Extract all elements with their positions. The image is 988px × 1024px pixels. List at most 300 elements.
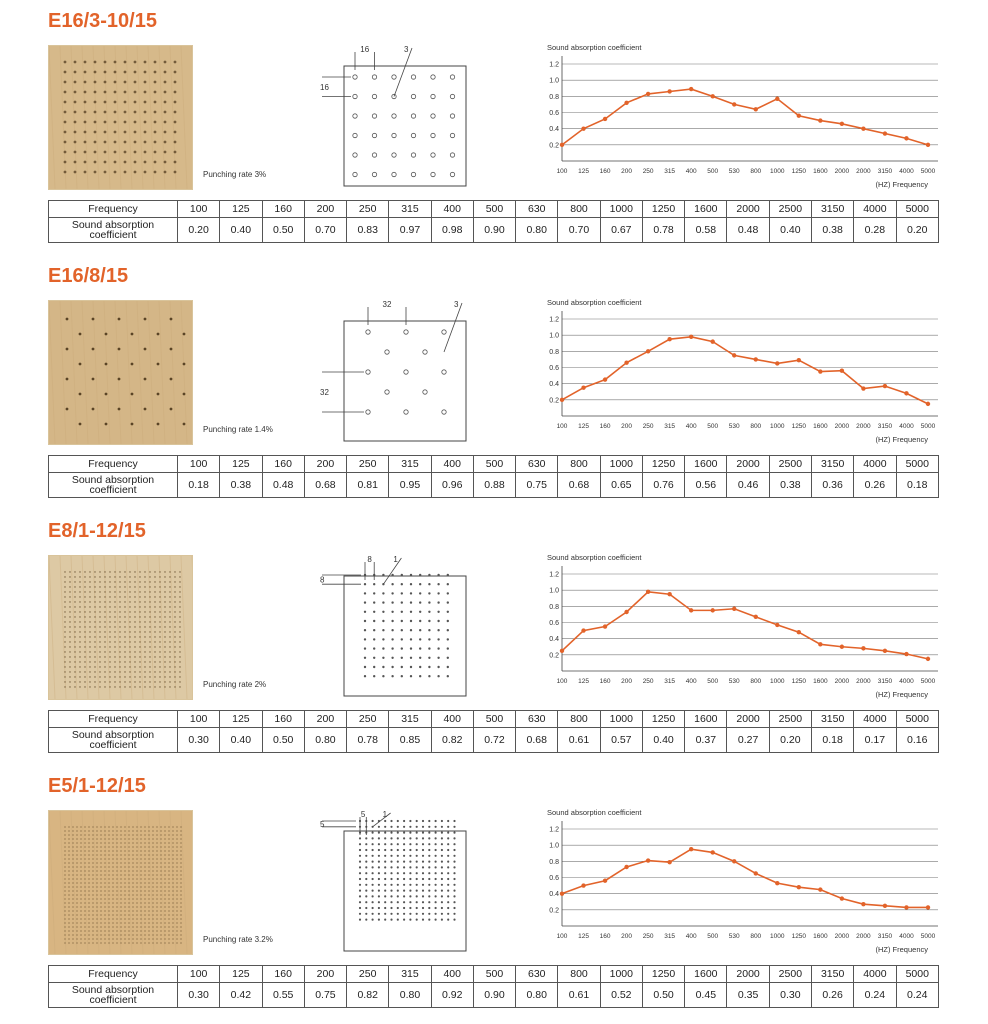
data-point [883, 131, 887, 135]
frequency-cell: 1000 [600, 966, 642, 983]
hole-mark [410, 902, 411, 903]
coefficient-cell: 0.40 [220, 218, 262, 243]
y-tick-label: 1.0 [549, 842, 559, 850]
hole-mark [410, 855, 411, 856]
coefficient-cell: 0.48 [727, 218, 769, 243]
frequency-cell: 1600 [685, 456, 727, 473]
x-tick-label: 315 [664, 423, 676, 430]
coefficient-cell: 0.30 [769, 983, 811, 1008]
hole-mark [447, 602, 449, 604]
hole-mark [441, 844, 442, 845]
y-tick-label: 0.4 [549, 891, 559, 899]
hole-mark [378, 849, 379, 850]
hole-mark [378, 838, 379, 839]
hole-mark [397, 826, 398, 827]
hole-mark [416, 861, 417, 862]
coefficient-cell: 0.57 [600, 728, 642, 753]
frequency-cell: 1250 [642, 966, 684, 983]
coefficient-header-line2: coefficient [89, 484, 137, 496]
hole-mark [416, 849, 417, 850]
frequency-row [49, 201, 939, 218]
frequency-cell: 2000 [727, 966, 769, 983]
absorption-chart [540, 38, 945, 198]
coefficient-row [49, 983, 939, 1008]
hole-mark [448, 896, 449, 897]
data-point [754, 107, 758, 111]
hole-mark [454, 878, 455, 879]
frequency-cell: 315 [389, 456, 431, 473]
hole-mark [383, 574, 385, 576]
coefficient-cell: 0.81 [347, 473, 389, 498]
hole-mark [359, 884, 360, 885]
x-tick-label: 530 [728, 933, 740, 940]
hole-mark [378, 855, 379, 856]
hole-mark [391, 849, 392, 850]
hole-mark [442, 370, 446, 374]
hole-mark [410, 611, 412, 613]
y-tick-label: 0.4 [549, 636, 559, 644]
hole-mark [429, 820, 430, 821]
spacing-v-label: 5 [320, 819, 325, 829]
hole-mark [378, 878, 379, 879]
hole-mark [392, 639, 394, 641]
hole-mark [391, 861, 392, 862]
coefficient-cell: 0.98 [431, 218, 473, 243]
hole-mark [429, 675, 431, 677]
hole-mark [385, 878, 386, 879]
data-point [624, 101, 628, 105]
data-point [754, 357, 758, 361]
hole-mark [403, 849, 404, 850]
data-point [797, 358, 801, 362]
product-title: E16/3-10/15 [48, 10, 157, 32]
hole-mark [373, 675, 375, 677]
frequency-cell: 400 [431, 711, 473, 728]
hole-mark [403, 855, 404, 856]
hole-mark [454, 884, 455, 885]
hole-mark [441, 913, 442, 914]
hole-mark [353, 133, 357, 137]
data-point [711, 94, 715, 98]
hole-mark [383, 620, 385, 622]
hole-mark [378, 890, 379, 891]
coefficient-cell: 0.70 [558, 218, 600, 243]
frequency-cell: 160 [262, 201, 304, 218]
hole-mark [429, 919, 430, 920]
x-tick-label: 3150 [877, 933, 893, 940]
x-tick-label: 160 [599, 933, 611, 940]
hole-mark [385, 832, 386, 833]
hole-mark [448, 884, 449, 885]
x-tick-label: 5000 [920, 933, 936, 940]
hole-mark [442, 410, 446, 414]
hole-mark [435, 855, 436, 856]
hole-mark [416, 902, 417, 903]
hole-mark [403, 896, 404, 897]
hole-mark [359, 855, 360, 856]
hole-mark [429, 861, 430, 862]
hole-mark [373, 648, 375, 650]
hole-mark [401, 620, 403, 622]
hole-mark [403, 867, 404, 868]
hole-mark [366, 896, 367, 897]
x-tick-label: 800 [750, 423, 762, 430]
hole-mark [429, 844, 430, 845]
hole-mark [391, 919, 392, 920]
hole-mark [411, 133, 415, 137]
frequency-cell: 315 [389, 201, 431, 218]
hole-mark [385, 820, 386, 821]
data-point [840, 122, 844, 126]
hole-mark [447, 611, 449, 613]
x-tick-label: 1600 [813, 933, 828, 940]
hole-mark [454, 913, 455, 914]
x-tick-label: 200 [621, 168, 633, 175]
coefficient-cell: 0.80 [304, 728, 346, 753]
hole-mark [397, 861, 398, 862]
hole-mark [391, 832, 392, 833]
frequency-cell: 800 [558, 711, 600, 728]
hole-mark [378, 896, 379, 897]
hole-mark [441, 919, 442, 920]
hole-mark [442, 330, 446, 334]
coefficient-cell: 0.80 [516, 983, 558, 1008]
hole-mark [422, 896, 423, 897]
hole-mark [410, 873, 411, 874]
coefficient-cell: 0.30 [178, 728, 220, 753]
y-axis-label: Sound absorption coefficient [547, 808, 642, 817]
data-point [818, 369, 822, 373]
hole-mark [397, 849, 398, 850]
hole-mark [447, 639, 449, 641]
hole-mark [359, 844, 360, 845]
hole-mark [385, 350, 389, 354]
hole-mark [397, 820, 398, 821]
hole-mark [419, 593, 421, 595]
hole-mark [391, 890, 392, 891]
x-tick-label: 530 [728, 423, 740, 430]
coefficient-row [49, 473, 939, 498]
data-point [667, 592, 671, 596]
hole-mark [366, 913, 367, 914]
hole-mark [447, 657, 449, 659]
hole-mark [372, 913, 373, 914]
series-line [562, 89, 928, 145]
hole-mark [391, 873, 392, 874]
x-tick-label: 315 [664, 933, 676, 940]
hole-mark [403, 902, 404, 903]
hole-mark [441, 826, 442, 827]
hole-mark [438, 593, 440, 595]
hole-mark [441, 884, 442, 885]
data-point [689, 608, 693, 612]
hole-mark [416, 826, 417, 827]
coefficient-cell: 0.40 [220, 728, 262, 753]
hole-mark [429, 826, 430, 827]
data-point [581, 628, 585, 632]
frequency-cell: 3150 [811, 456, 853, 473]
hole-mark [366, 873, 367, 874]
hole-mark [438, 629, 440, 631]
hole-mark [359, 907, 360, 908]
frequency-cell: 1000 [600, 201, 642, 218]
coefficient-cell: 0.92 [431, 983, 473, 1008]
hole-mark [403, 826, 404, 827]
hole-mark [447, 648, 449, 650]
hole-mark [404, 370, 408, 374]
hole-mark [429, 611, 431, 613]
coefficient-cell: 0.50 [262, 728, 304, 753]
coefficient-cell: 0.67 [600, 218, 642, 243]
hole-mark [364, 666, 366, 668]
data-point [818, 887, 822, 891]
hole-mark [431, 94, 435, 98]
hole-mark [410, 657, 412, 659]
hole-mark [410, 820, 411, 821]
hole-mark [429, 849, 430, 850]
x-tick-label: 1600 [813, 678, 828, 685]
hole-mark [353, 94, 357, 98]
hole-mark [422, 878, 423, 879]
hole-mark [450, 114, 454, 118]
coefficient-header-line1: Sound absorption [71, 219, 155, 231]
hole-mark [416, 884, 417, 885]
x-tick-label: 4000 [899, 423, 914, 430]
hole-mark [431, 114, 435, 118]
product-section [0, 765, 988, 1020]
hole-mark [410, 867, 411, 868]
frequency-cell: 630 [516, 456, 558, 473]
y-tick-label: 0.2 [549, 142, 559, 150]
hole-mark [366, 884, 367, 885]
hole-mark [422, 861, 423, 862]
data-point [732, 353, 736, 357]
hole-mark [419, 602, 421, 604]
y-tick-label: 0.4 [549, 126, 559, 134]
coefficient-cell: 0.20 [769, 728, 811, 753]
x-tick-label: 800 [750, 933, 762, 940]
hole-mark [416, 896, 417, 897]
hole-mark [419, 629, 421, 631]
hole-mark [397, 878, 398, 879]
x-tick-label: 1000 [770, 423, 785, 430]
swatch-image [49, 301, 192, 444]
series-line [562, 849, 928, 907]
hole-mark [372, 820, 373, 821]
hole-mark [359, 913, 360, 914]
frequency-cell: 100 [178, 966, 220, 983]
hole-mark [422, 832, 423, 833]
hole-mark [429, 913, 430, 914]
coefficient-header-line2: coefficient [89, 229, 137, 241]
material-swatch [48, 45, 193, 190]
y-tick-label: 0.6 [549, 875, 559, 882]
hole-mark [372, 867, 373, 868]
hole-mark [410, 629, 412, 631]
hole-mark [435, 826, 436, 827]
data-point [904, 391, 908, 395]
frequency-cell: 200 [304, 966, 346, 983]
x-tick-label: 1000 [770, 678, 785, 685]
frequency-cell: 200 [304, 711, 346, 728]
hole-mark [410, 849, 411, 850]
hole-mark [435, 913, 436, 914]
data-point [560, 891, 564, 895]
frequency-cell: 100 [178, 711, 220, 728]
hole-mark [429, 907, 430, 908]
hole-mark [373, 583, 375, 585]
hole-mark [448, 873, 449, 874]
hole-mark [372, 919, 373, 920]
x-tick-label: 1250 [791, 678, 807, 685]
hole-mark [448, 838, 449, 839]
data-point [904, 136, 908, 140]
y-axis-label: Sound absorption coefficient [547, 298, 642, 307]
hole-mark [410, 878, 411, 879]
y-tick-label: 0.8 [549, 348, 559, 356]
data-point [603, 879, 607, 883]
coefficient-cell: 0.50 [262, 218, 304, 243]
data-point [775, 97, 779, 101]
product-section [0, 510, 988, 765]
hole-mark [378, 861, 379, 862]
coefficient-cell: 0.26 [854, 473, 896, 498]
y-tick-label: 0.8 [549, 93, 559, 101]
hole-mark [435, 820, 436, 821]
hole-mark [392, 583, 394, 585]
x-tick-label: 125 [578, 423, 589, 430]
hole-mark [372, 896, 373, 897]
coefficient-cell: 0.38 [769, 473, 811, 498]
hole-mark [429, 878, 430, 879]
x-tick-label: 400 [685, 933, 697, 940]
spacing-v-label: 8 [320, 575, 325, 585]
hole-mark [441, 849, 442, 850]
frequency-cell: 4000 [854, 966, 896, 983]
hole-mark [454, 902, 455, 903]
frequency-header: Frequency [49, 711, 178, 728]
hole-mark [364, 583, 366, 585]
x-tick-label: 530 [728, 168, 740, 175]
x-tick-label: 200 [621, 423, 633, 430]
hole-mark [450, 133, 454, 137]
hole-mark [429, 832, 430, 833]
x-tick-label: 2000 [834, 933, 850, 940]
material-swatch [48, 300, 193, 445]
x-tick-label: 400 [685, 423, 697, 430]
hole-mark [404, 330, 408, 334]
x-tick-label: 1600 [813, 423, 828, 430]
x-tick-label: 1250 [791, 423, 807, 430]
hole-mark [438, 666, 440, 668]
x-tick-label: 250 [642, 678, 654, 685]
hole-mark [366, 902, 367, 903]
punching-rate: Punching rate 3.2% [203, 935, 273, 944]
hole-mark [372, 873, 373, 874]
frequency-cell: 125 [220, 456, 262, 473]
hole-mark [383, 593, 385, 595]
product-section [0, 0, 988, 255]
hole-mark [447, 574, 449, 576]
hole-mark [448, 855, 449, 856]
data-point [775, 623, 779, 627]
data-point [560, 649, 564, 653]
hole-mark [435, 849, 436, 850]
hole-mark [392, 172, 396, 176]
data-point [926, 657, 930, 661]
hole-mark [438, 583, 440, 585]
material-swatch [48, 810, 193, 955]
coefficient-cell: 0.35 [727, 983, 769, 1008]
absorption-chart [540, 293, 945, 453]
x-tick-label: 500 [707, 933, 719, 940]
hole-mark [359, 873, 360, 874]
y-tick-label: 0.8 [549, 603, 559, 611]
hole-mark [410, 861, 411, 862]
hole-mark [429, 593, 431, 595]
hole-mark [438, 648, 440, 650]
hole-mark [422, 838, 423, 839]
x-tick-label: 4000 [899, 168, 914, 175]
hole-mark [403, 884, 404, 885]
hole-mark [419, 583, 421, 585]
coefficient-row [49, 218, 939, 243]
frequency-cell: 400 [431, 456, 473, 473]
coefficient-cell: 0.68 [558, 473, 600, 498]
data-point [732, 607, 736, 611]
hole-mark [454, 838, 455, 839]
coefficient-cell: 0.90 [473, 218, 515, 243]
hole-mark [435, 919, 436, 920]
data-point [581, 883, 585, 887]
data-point [797, 885, 801, 889]
data-point [904, 652, 908, 656]
coefficient-cell: 0.97 [389, 218, 431, 243]
hole-mark [429, 873, 430, 874]
hole-mark [454, 826, 455, 827]
frequency-cell: 160 [262, 966, 304, 983]
hole-mark [410, 639, 412, 641]
frequency-cell: 5000 [896, 966, 938, 983]
hole-mark [448, 919, 449, 920]
frequency-cell: 100 [178, 201, 220, 218]
hole-mark [410, 913, 411, 914]
hole-mark [403, 832, 404, 833]
y-tick-label: 0.2 [549, 397, 559, 405]
frequency-cell: 2500 [769, 966, 811, 983]
hole-mark [401, 574, 403, 576]
data-point [797, 630, 801, 634]
hole-mark [435, 907, 436, 908]
frequency-cell: 500 [473, 966, 515, 983]
hole-mark [372, 133, 376, 137]
frequency-cell: 630 [516, 201, 558, 218]
coefficient-cell: 0.58 [685, 218, 727, 243]
y-axis-label: Sound absorption coefficient [547, 43, 642, 52]
coefficient-cell: 0.78 [642, 218, 684, 243]
coefficient-cell: 0.88 [473, 473, 515, 498]
x-tick-label: 5000 [920, 423, 936, 430]
hole-mark [401, 675, 403, 677]
hole-mark [397, 907, 398, 908]
hole-mark [401, 593, 403, 595]
hole-mark [378, 919, 379, 920]
hole-mark [403, 913, 404, 914]
x-tick-label: 1000 [770, 933, 785, 940]
hole-mark [429, 583, 431, 585]
coefficient-cell: 0.96 [431, 473, 473, 498]
hole-mark [410, 919, 411, 920]
